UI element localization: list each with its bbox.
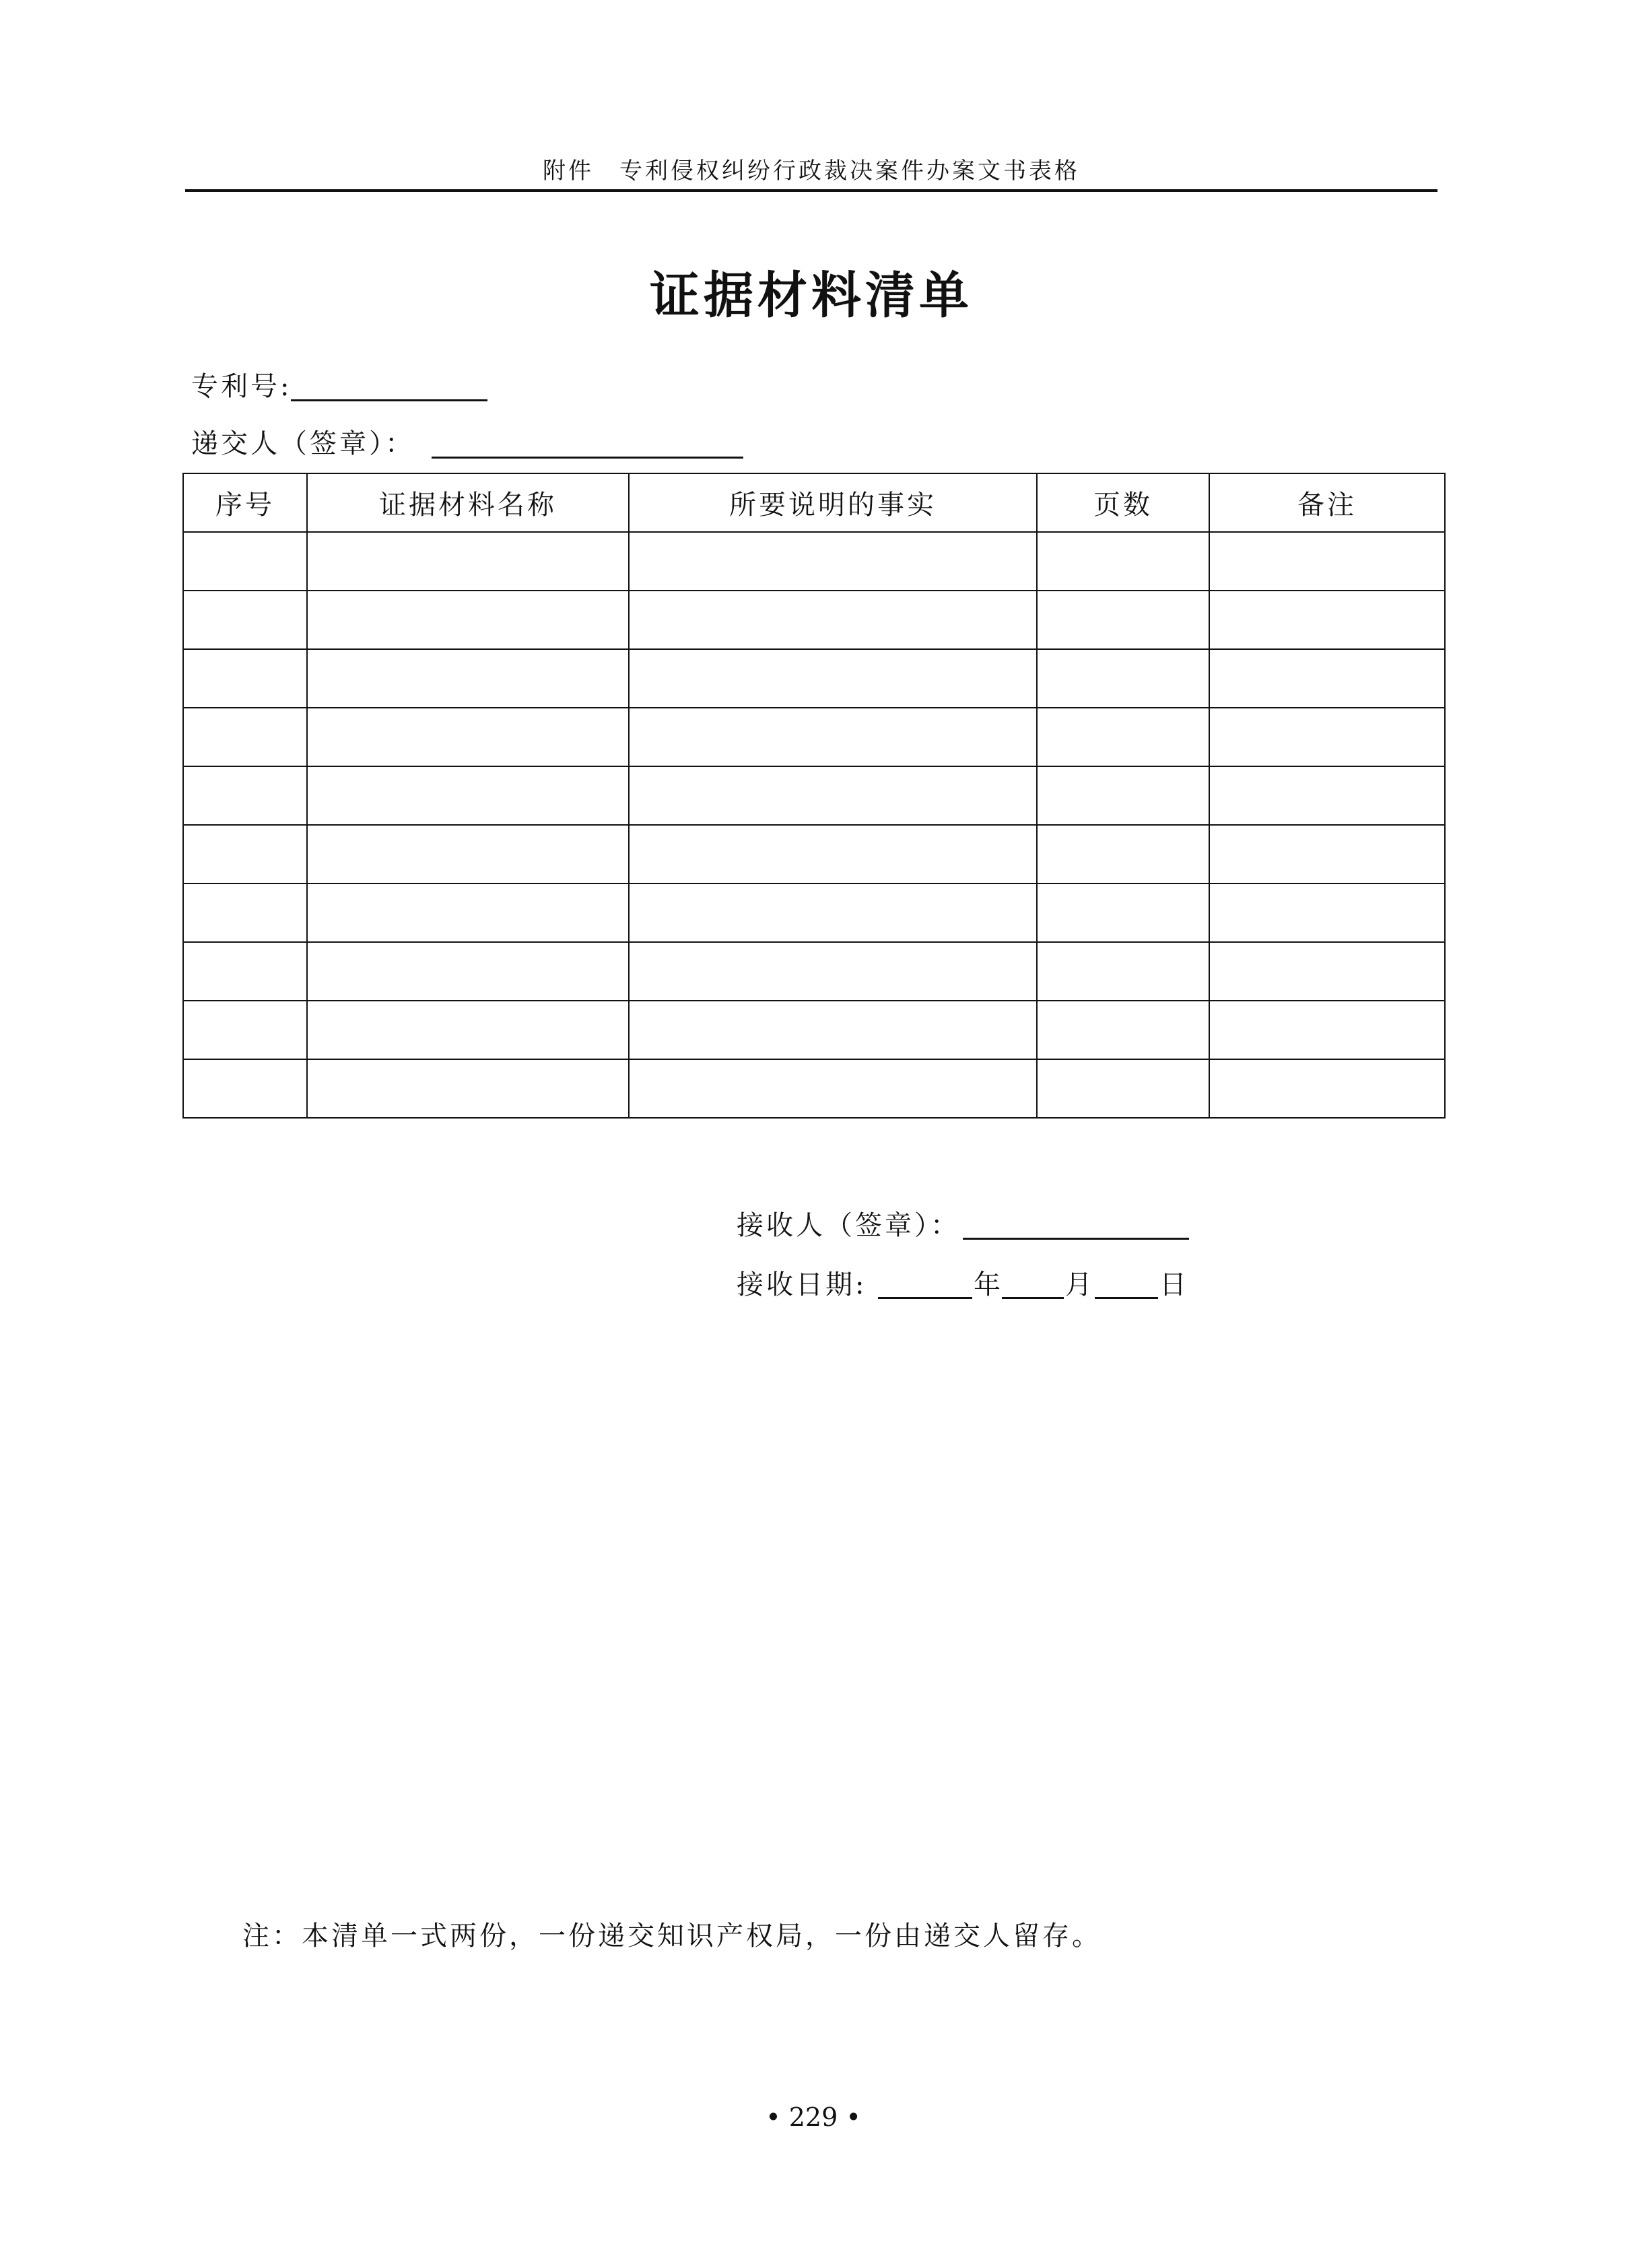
table-cell[interactable]: [183, 591, 307, 649]
receipt-day-blank[interactable]: [1095, 1297, 1158, 1299]
table-cell[interactable]: [1037, 649, 1209, 708]
table-cell[interactable]: [307, 532, 629, 591]
table-cell[interactable]: [1209, 766, 1445, 825]
table-cell[interactable]: [629, 1059, 1037, 1118]
header-facts: 所要说明的事实: [629, 473, 1037, 532]
table-row: [183, 1059, 1445, 1118]
table-cell[interactable]: [629, 825, 1037, 883]
table-cell[interactable]: [1037, 942, 1209, 1001]
table-cell[interactable]: [1037, 591, 1209, 649]
table-cell[interactable]: [1209, 942, 1445, 1001]
header-remarks: 备注: [1209, 473, 1445, 532]
table-cell[interactable]: [1209, 1059, 1445, 1118]
submitter-label: 递交人（签章）：: [191, 428, 415, 459]
receipt-year-label: 年: [974, 1269, 1003, 1300]
table-cell[interactable]: [183, 766, 307, 825]
table-row: [183, 766, 1445, 825]
table-row: [183, 532, 1445, 591]
table-cell[interactable]: [183, 1001, 307, 1059]
table-row: [183, 883, 1445, 942]
table-cell[interactable]: [629, 591, 1037, 649]
table-cell[interactable]: [183, 883, 307, 942]
page-title: 证据材料清单: [650, 267, 973, 325]
table-cell[interactable]: [183, 708, 307, 766]
table-cell[interactable]: [183, 649, 307, 708]
table-cell[interactable]: [629, 883, 1037, 942]
footnote: 注：本清单一式两份，一份递交知识产权局，一份由递交人留存。: [242, 1921, 1102, 1952]
receipt-month-blank[interactable]: [1002, 1297, 1064, 1299]
table-cell[interactable]: [1037, 825, 1209, 883]
receipt-month-label: 月: [1065, 1269, 1095, 1300]
table-cell[interactable]: [1037, 532, 1209, 591]
page-number: • 229 •: [766, 2102, 861, 2132]
submitter-signature-blank[interactable]: [432, 457, 743, 459]
table-cell[interactable]: [629, 649, 1037, 708]
table-cell[interactable]: [1209, 825, 1445, 883]
table-cell[interactable]: [1209, 532, 1445, 591]
table-cell[interactable]: [629, 942, 1037, 1001]
table-row: [183, 825, 1445, 883]
table-cell[interactable]: [307, 766, 629, 825]
table-body: [183, 532, 1445, 1118]
receipt-day-label: 日: [1159, 1269, 1189, 1300]
header-pages: 页数: [1037, 473, 1209, 532]
evidence-table: [182, 473, 1446, 1119]
table-row: [183, 649, 1445, 708]
table-cell[interactable]: [183, 942, 307, 1001]
table-cell[interactable]: [629, 1001, 1037, 1059]
patent-no-blank[interactable]: [291, 399, 487, 401]
table-cell[interactable]: [307, 1001, 629, 1059]
table-row: [183, 942, 1445, 1001]
table-cell[interactable]: [1209, 708, 1445, 766]
table-cell[interactable]: [629, 532, 1037, 591]
table-cell[interactable]: [307, 1059, 629, 1118]
table-cell[interactable]: [183, 825, 307, 883]
receipt-year-blank[interactable]: [878, 1297, 972, 1299]
table-cell[interactable]: [1037, 708, 1209, 766]
table-cell[interactable]: [1209, 649, 1445, 708]
header-rule: [185, 189, 1437, 192]
table-cell[interactable]: [1209, 1001, 1445, 1059]
table-header-row: [183, 473, 1445, 532]
table-row: [183, 1001, 1445, 1059]
table-cell[interactable]: [629, 766, 1037, 825]
table-cell[interactable]: [1037, 766, 1209, 825]
table-cell[interactable]: [307, 649, 629, 708]
table-row: [183, 591, 1445, 649]
table-cell[interactable]: [307, 708, 629, 766]
receiver-label: 接收人（签章）：: [737, 1210, 960, 1241]
header-serial: 序号: [183, 473, 307, 532]
table-cell[interactable]: [1037, 1001, 1209, 1059]
table-cell[interactable]: [183, 1059, 307, 1118]
table-cell[interactable]: [1037, 1059, 1209, 1118]
table-cell[interactable]: [1209, 883, 1445, 942]
patent-no-label: 专利号:: [191, 371, 292, 402]
header-evidence-name: 证据材料名称: [307, 473, 629, 532]
table-cell[interactable]: [1037, 883, 1209, 942]
table-cell[interactable]: [307, 942, 629, 1001]
table-cell[interactable]: [307, 883, 629, 942]
table-row: [183, 708, 1445, 766]
running-header: 附件 专利侵权纠纷行政裁决案件办案文书表格: [543, 158, 1080, 185]
table-cell[interactable]: [307, 591, 629, 649]
table-cell[interactable]: [1209, 591, 1445, 649]
table-cell[interactable]: [307, 825, 629, 883]
receiver-signature-blank[interactable]: [963, 1238, 1189, 1240]
table-cell[interactable]: [183, 532, 307, 591]
table-cell[interactable]: [629, 708, 1037, 766]
receipt-date-label: 接收日期:: [737, 1269, 867, 1300]
